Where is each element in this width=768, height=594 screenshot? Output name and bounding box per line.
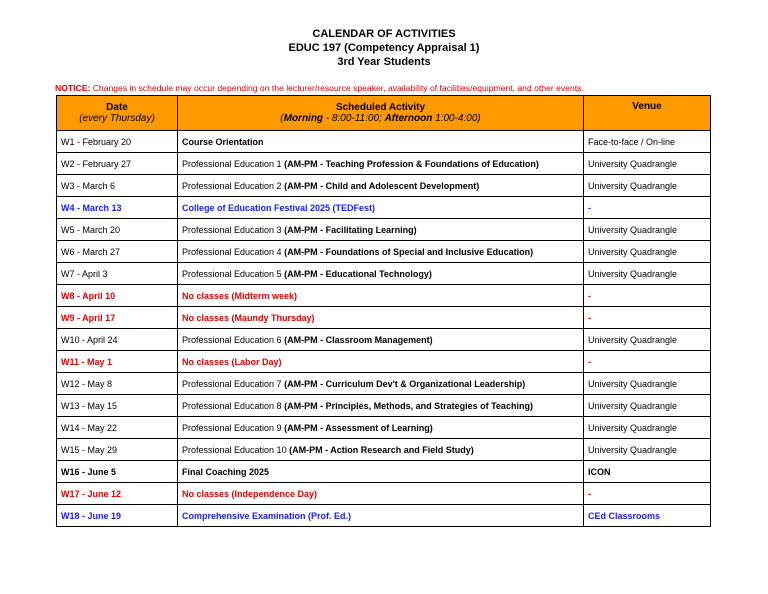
- row-venue: University Quadrangle: [584, 241, 711, 263]
- row-activity-topic: No classes (Labor Day): [182, 356, 282, 367]
- row-venue: Face-to-face / On-line: [584, 131, 711, 153]
- header-date-label: Date: [106, 102, 128, 113]
- row-date: W13 - May 15: [57, 395, 178, 417]
- table-row: [57, 175, 711, 197]
- row-activity: [178, 197, 584, 219]
- header-activity-sub: [178, 113, 583, 124]
- table-row: [57, 153, 711, 175]
- row-date: W9 - April 17: [57, 307, 178, 329]
- row-date: W8 - April 10: [57, 285, 178, 307]
- row-activity-topic: College of Education Festival 2025 (TEDFest): [182, 202, 376, 213]
- row-activity: [178, 307, 584, 329]
- table-row: [57, 373, 711, 395]
- header-date: [57, 96, 178, 131]
- header-venue-label: Venue: [632, 101, 662, 112]
- row-activity-topic: (AM-PM - Curriculum Dev't & Organizational Leadership): [284, 378, 526, 389]
- row-activity-topic: (AM-PM - Assessment of Learning): [284, 422, 433, 433]
- row-date: W10 - April 24: [57, 329, 178, 351]
- row-date: W6 - March 27: [57, 241, 178, 263]
- row-venue: University Quadrangle: [584, 153, 711, 175]
- row-activity-course: Professional Education 1: [182, 158, 285, 169]
- row-date: W12 - May 8: [57, 373, 178, 395]
- row-activity-course: Professional Education 7: [182, 378, 285, 389]
- row-activity: [178, 461, 584, 483]
- row-activity: [178, 241, 584, 263]
- row-venue: University Quadrangle: [584, 329, 711, 351]
- title-line-3: 3rd Year Students: [337, 56, 431, 68]
- row-venue: ICON: [584, 461, 711, 483]
- table-row: [57, 483, 711, 505]
- row-activity: [178, 153, 584, 175]
- document-title: [0, 27, 768, 69]
- row-date: W16 - June 5: [57, 461, 178, 483]
- title-line-1: CALENDAR OF ACTIVITIES: [312, 28, 456, 40]
- table-row: [57, 329, 711, 351]
- row-activity: [178, 175, 584, 197]
- row-activity-topic: (AM-PM - Action Research and Field Study): [289, 444, 474, 455]
- table-row: [57, 505, 711, 527]
- row-venue: University Quadrangle: [584, 175, 711, 197]
- table-row: [57, 417, 711, 439]
- row-date: W2 - February 27: [57, 153, 178, 175]
- row-activity: [178, 263, 584, 285]
- row-venue: -: [584, 483, 711, 505]
- row-activity-course: Professional Education 10: [182, 444, 290, 455]
- row-venue: -: [584, 197, 711, 219]
- row-date: W4 - March 13: [57, 197, 178, 219]
- row-date: W3 - March 6: [57, 175, 178, 197]
- row-date: W11 - May 1: [57, 351, 178, 373]
- table-row: [57, 219, 711, 241]
- header-activity-label: Scheduled Activity: [335, 102, 426, 113]
- notice-body: Changes in schedule may occur depending on the lecturer/resource speaker, availability of facilities/equipment, and other events.: [90, 83, 584, 93]
- row-activity-course: Professional Education 3: [182, 224, 285, 235]
- table-row: [57, 241, 711, 263]
- row-activity: [178, 505, 584, 527]
- header-morning-time: - 8:00-11:00;: [323, 113, 385, 124]
- row-activity-topic: Course Orientation: [182, 136, 264, 147]
- table-header-row: [57, 96, 711, 131]
- row-venue: University Quadrangle: [584, 373, 711, 395]
- table-row: [57, 439, 711, 461]
- row-activity: [178, 439, 584, 461]
- row-activity: [178, 285, 584, 307]
- row-date: W5 - March 20: [57, 219, 178, 241]
- row-date: W17 - June 12: [57, 483, 178, 505]
- activities-table: [56, 95, 711, 527]
- row-activity: [178, 417, 584, 439]
- table-row: [57, 461, 711, 483]
- row-activity: [178, 329, 584, 351]
- row-activity-topic: Comprehensive Examination (Prof. Ed.): [182, 510, 352, 521]
- row-venue: University Quadrangle: [584, 439, 711, 461]
- table-row: [57, 131, 711, 153]
- header-afternoon-label: Afternoon: [384, 113, 433, 124]
- row-activity: [178, 395, 584, 417]
- row-date: W1 - February 20: [57, 131, 178, 153]
- row-activity-course: Professional Education 5: [182, 268, 285, 279]
- row-venue: University Quadrangle: [584, 417, 711, 439]
- row-activity-topic: (AM-PM - Facilitating Learning): [284, 224, 417, 235]
- row-activity: [178, 373, 584, 395]
- row-activity: [178, 219, 584, 241]
- row-activity-topic: (AM-PM - Foundations of Special and Inclusive Education): [284, 246, 534, 257]
- title-line-2: EDUC 197 (Competency Appraisal 1): [288, 42, 480, 54]
- header-venue: [584, 96, 711, 131]
- row-venue: University Quadrangle: [584, 219, 711, 241]
- header-morning-label: Morning: [283, 113, 324, 124]
- row-activity-course: Professional Education 6: [182, 334, 285, 345]
- row-activity-topic: (AM-PM - Principles, Methods, and Strategies of Teaching): [284, 400, 533, 411]
- row-venue: -: [584, 351, 711, 373]
- table-row: [57, 263, 711, 285]
- row-activity-topic: Final Coaching 2025: [182, 466, 270, 477]
- notice-label: NOTICE:: [55, 83, 91, 93]
- row-activity-course: Professional Education 8: [182, 400, 285, 411]
- row-activity-topic: No classes (Midterm week): [182, 290, 298, 301]
- row-activity-course: Professional Education 4: [182, 246, 285, 257]
- header-date-sub: (every Thursday): [79, 113, 155, 124]
- row-date: W15 - May 29: [57, 439, 178, 461]
- row-activity-course: Professional Education 9: [182, 422, 285, 433]
- row-venue: -: [584, 307, 711, 329]
- table-row: [57, 351, 711, 373]
- table-row: [57, 395, 711, 417]
- row-date: W18 - June 19: [57, 505, 178, 527]
- row-activity-topic: No classes (Maundy Thursday): [182, 312, 315, 323]
- row-date: W7 - April 3: [57, 263, 178, 285]
- row-activity: [178, 131, 584, 153]
- row-venue: CEd Classrooms: [584, 505, 711, 527]
- table-row: [57, 197, 711, 219]
- header-activity: [178, 96, 584, 131]
- table-row: [57, 285, 711, 307]
- row-activity-topic: No classes (Independence Day): [182, 488, 318, 499]
- notice-text: [55, 83, 584, 93]
- header-afternoon-time: 1:00-4:00): [432, 113, 481, 124]
- table-row: [57, 307, 711, 329]
- row-venue: -: [584, 285, 711, 307]
- row-activity: [178, 483, 584, 505]
- row-date: W14 - May 22: [57, 417, 178, 439]
- row-venue: University Quadrangle: [584, 263, 711, 285]
- row-activity-topic: (AM-PM - Educational Technology): [284, 268, 432, 279]
- row-activity-topic: (AM-PM - Teaching Profession & Foundations of Education): [284, 158, 539, 169]
- row-activity-topic: (AM-PM - Child and Adolescent Development): [284, 180, 480, 191]
- row-venue: University Quadrangle: [584, 395, 711, 417]
- row-activity: [178, 351, 584, 373]
- row-activity-topic: (AM-PM - Classroom Management): [284, 334, 433, 345]
- header-sub-prefix: (: [280, 113, 284, 124]
- row-activity-course: Professional Education 2: [182, 180, 285, 191]
